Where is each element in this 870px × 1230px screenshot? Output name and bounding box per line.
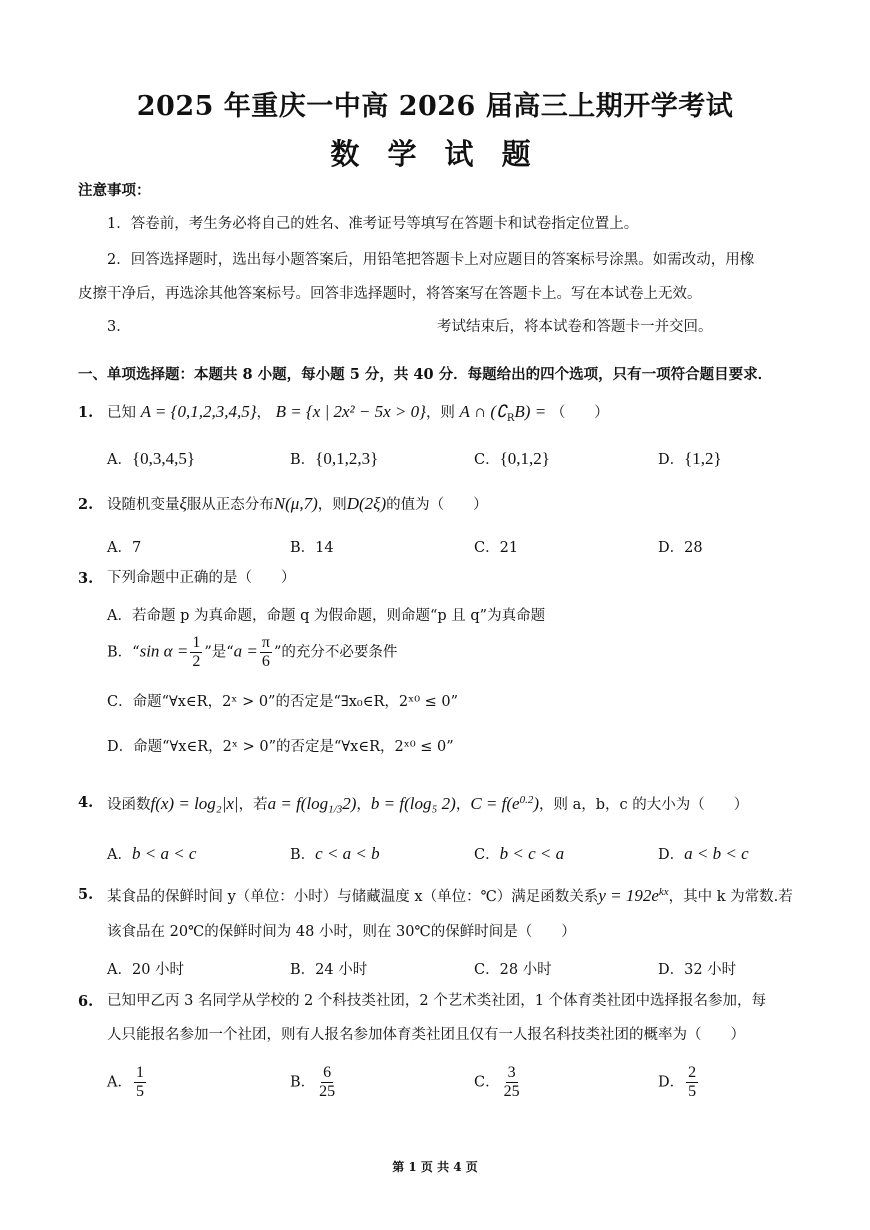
notes-heading: 注意事项： <box>78 182 151 199</box>
q2-option-c: C．21 <box>474 540 519 556</box>
q3-option-a: A．若命题 p 为真命题，命题 q 为假命题，则命题“p 且 q”为真命题 <box>107 608 546 624</box>
q2-xi: ξ <box>179 494 187 513</box>
note-item-2-line-2: 皮擦干净后，再选涂其他答案标号。回答非选择题时，将答案写在答题卡上。写在本试卷上无效。 <box>78 286 702 302</box>
q1-set-b: B = {x | 2x² − 5x > 0} <box>275 402 426 421</box>
question-number: 4. <box>78 794 94 811</box>
q5-option-b: B．24 小时 <box>290 962 368 978</box>
question-6-line-1: 已知甲乙丙 3 名同学从学校的 2 个科技类社团，2 个艺术类社团，1 个体育类社团中选择报名参加，每 <box>107 993 767 1009</box>
q1-option-a: A．{0,3,4,5} <box>107 449 196 468</box>
note-item-2-line-1: 2．回答选择题时，选出每小题答案后，用铅笔把答题卡上对应题目的答案标号涂黑。如需改动，用橡 <box>107 252 755 268</box>
q1-mid: ，则 <box>425 405 455 421</box>
question-number: 6. <box>78 993 94 1010</box>
q4-option-c: C．b < c < a <box>474 844 565 863</box>
q3-option-d: D．命题“∀x∈R，2ˣ > 0”的否定是“∀x∈R，2ˣ⁰ ≤ 0” <box>107 739 454 755</box>
q1-option-c: C．{0,1,2} <box>474 449 550 468</box>
question-4-stem: 设函数f(x) = log₂|x|，若$a = f(\log_{1/3}2)$，b = f(log₅ 2)，$C = f(e^{0.2})$，则 a，b，c 的大小为（ ） <box>107 793 749 816</box>
q1-tail: （ ） <box>550 405 609 421</box>
q6-option-b: B． $\frac{6}{25}$ <box>290 1064 336 1100</box>
q1-option-b: B．{0,1,2,3} <box>290 449 379 468</box>
q2-option-d: D．28 <box>658 540 703 556</box>
q5-option-a: A．20 小时 <box>107 962 185 978</box>
q1-pre: 已知 <box>107 405 136 421</box>
q1-set-a: A = {0,1,2,3,4,5} <box>140 402 257 421</box>
question-3-stem: 下列命题中正确的是（ ） <box>107 570 296 586</box>
page-title: 2025 年重庆一中高 2026 届高三上期开学考试 <box>136 91 734 122</box>
q2-option-b: B．14 <box>290 540 334 556</box>
q4-option-d: D．a < b < c <box>658 844 749 863</box>
page-footer: 第 1 页 共 4 页 <box>392 1160 478 1174</box>
q2-option-a: A．7 <box>107 540 142 556</box>
fraction-one-half: $\frac{1}{2}$ <box>192 634 201 670</box>
question-5-line-2: 该食品在 20℃的保鲜时间为 48 小时，则在 30℃的保鲜时间是（ ） <box>107 924 576 940</box>
question-5-line-1: 某食品的保鲜时间 y（单位：小时）与储藏温度 x（单位：℃）满足函数关系$y = 192e^{kx}$，其中 k 为常数.若 <box>107 885 793 905</box>
q6-option-a: A． $\frac{1}{5}$ <box>107 1064 144 1100</box>
q2-distribution: N(μ,7) <box>273 494 318 513</box>
page-subtitle: 数 学 试 题 <box>330 137 540 171</box>
fraction-pi-sixth: $\frac{\pi}{6}$ <box>261 634 270 670</box>
q1-sub: R <box>506 412 515 424</box>
question-1-stem: 已知 A = {0,1,2,3,4,5}， B = {x | 2x² − 5x > 0}，则 A ∩ $(∁_RB)$ = （ ） <box>107 402 609 424</box>
question-number: 2. <box>78 496 94 513</box>
q6-option-d: D． $\frac{2}{5}$ <box>658 1064 697 1100</box>
q5-option-d: D．32 小时 <box>658 962 737 978</box>
q4-option-b: B．c < a < b <box>290 844 380 863</box>
note-item-1: 1．答卷前，考生务必将自己的姓名、准考证号等填写在答题卡和试卷指定位置上。 <box>107 216 639 232</box>
q3-option-b: B．“sin α = $\frac{1}{2}$ ”是“a = $\frac{\pi}{6}$ ”的充分不必要条件 <box>107 634 398 670</box>
question-number: 1. <box>78 404 94 421</box>
note-item-3-text: 考试结束后，将本试卷和答题卡一并交回。 <box>437 319 713 335</box>
note-item-3-number: 3． <box>107 319 131 335</box>
q6-option-c: C． $\frac{3}{25}$ <box>474 1064 520 1100</box>
q1-expr: A ∩ (∁ <box>459 402 507 421</box>
q3-option-c: C．命题“∀x∈R，2ˣ > 0”的否定是“∃x₀∈R，2ˣ⁰ ≤ 0” <box>107 694 459 710</box>
q1-option-d: D．{1,2} <box>658 449 722 468</box>
question-6-line-2: 人只能报名参加一个社团，则有人报名参加体育类社团且仅有一人报名科技类社团的概率为（ ） <box>107 1027 745 1043</box>
question-number: 5. <box>78 886 94 903</box>
q5-option-c: C．28 小时 <box>474 962 552 978</box>
q2-expression: D(2ξ) <box>346 494 387 513</box>
q4-option-a: A．b < a < c <box>107 844 197 863</box>
section-heading: 一、单项选择题：本题共 8 小题，每小题 5 分，共 40 分．每题给出的四个选项，只有一项符合题目要求． <box>78 366 773 383</box>
question-number: 3. <box>78 570 94 587</box>
question-2-stem: 设随机变量ξ服从正态分布N(μ,7)，则D(2ξ)的值为（ ） <box>107 494 488 513</box>
q1-expr-2: B) = <box>514 402 547 421</box>
